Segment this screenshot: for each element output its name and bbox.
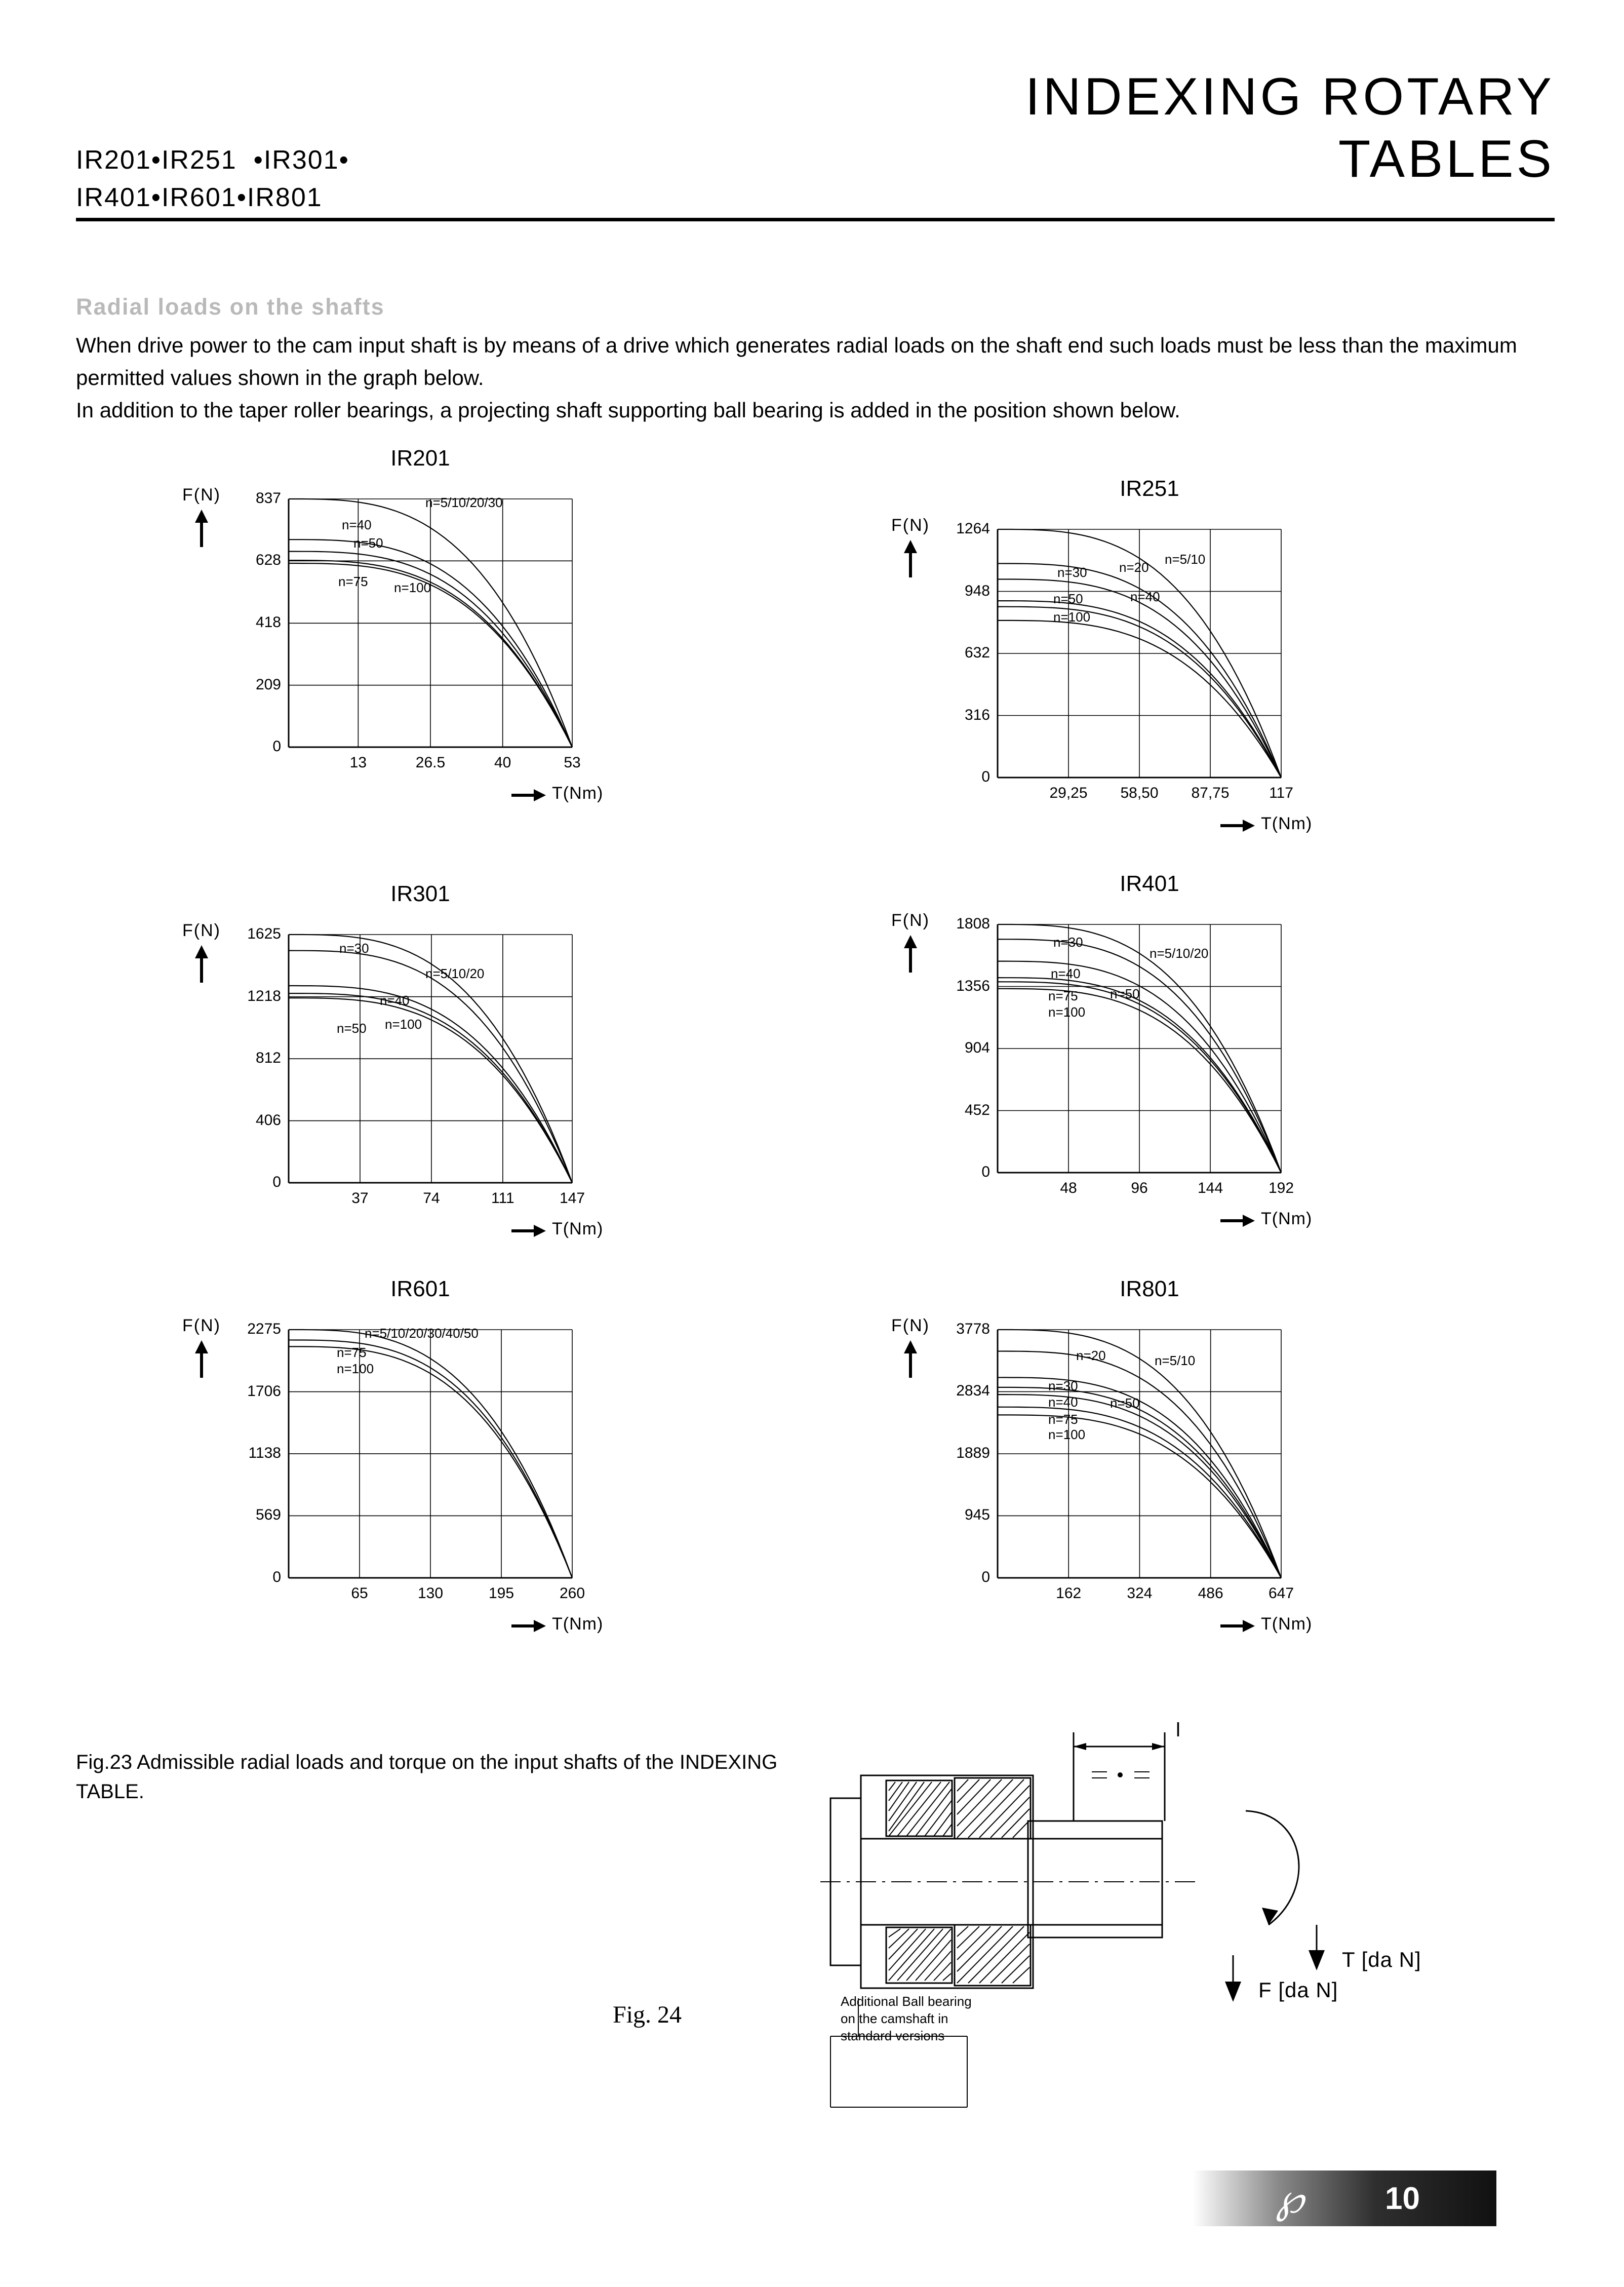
curve-label: n=40 (1048, 1394, 1078, 1410)
chart-svg (152, 1312, 871, 1677)
curve-label: n=20 (1076, 1348, 1106, 1363)
x-tick-label: 65 (351, 1585, 368, 1602)
y-tick-label: 904 (964, 1039, 990, 1056)
y-tick-label: 569 (255, 1506, 281, 1524)
company-logo-icon: ℘ (1276, 2177, 1297, 2222)
torque-load-label: T [da N] (1342, 1948, 1421, 1971)
y-axis-arrow-stem (909, 1351, 912, 1378)
y-tick-label: 1808 (956, 915, 990, 932)
y-axis-label: F(N) (891, 1316, 930, 1335)
x-axis-arrow-stem (511, 794, 535, 797)
curve-label: n=50 (353, 535, 383, 551)
y-tick-label: 948 (964, 582, 990, 599)
curve-label: n=30 (1048, 1378, 1078, 1393)
x-axis-arrow-icon (1243, 820, 1255, 832)
x-tick-label: 58,50 (1120, 785, 1159, 801)
curve-label: n=50 (1053, 591, 1083, 606)
curve-label: n=5/10/20/30 (425, 495, 503, 510)
curve-label: n=100 (394, 580, 431, 595)
chart-plot-area (861, 512, 1580, 876)
curve-label: n=40 (1051, 966, 1081, 981)
curve-label: n=30 (1057, 565, 1087, 580)
y-tick-label: 209 (255, 676, 281, 693)
curve-label: n=50 (1110, 1396, 1140, 1411)
curve-label: n=100 (337, 1361, 374, 1376)
y-tick-label: 0 (272, 1174, 281, 1190)
curve-label: n=75 (1048, 988, 1078, 1003)
curve-label: n=75 (337, 1345, 367, 1360)
chart-svg (152, 917, 871, 1282)
curve-label: n=100 (385, 1017, 422, 1032)
chart-svg (861, 907, 1580, 1271)
figure-23-caption: Fig.23 Admissible radial loads and torque on the input shafts of the INDEXING TABLE. (76, 1751, 778, 1803)
x-tick-label: 96 (1131, 1180, 1148, 1196)
curve-label: n=40 (342, 517, 372, 532)
title-line-2: TABLES (1338, 129, 1555, 188)
header-divider (76, 218, 1555, 221)
chart-svg (861, 1312, 1580, 1677)
y-axis-label: F(N) (182, 921, 221, 940)
chart-plot-area (861, 1312, 1580, 1677)
y-axis-label: F(N) (891, 516, 930, 535)
y-tick-label: 632 (964, 644, 990, 661)
x-tick-label: 87,75 (1191, 785, 1230, 801)
curve-label: n=100 (1053, 609, 1091, 625)
x-tick-label: 40 (494, 754, 511, 771)
x-tick-label: 147 (559, 1190, 585, 1207)
document-title (1025, 66, 1555, 190)
chart-svg (152, 481, 871, 846)
y-tick-label: 628 (255, 552, 281, 569)
page-number: 10 (1385, 2181, 1420, 2216)
x-axis-label: T(Nm) (1261, 814, 1313, 833)
chart-ir401 (861, 871, 1580, 1297)
y-axis-arrow-stem (200, 956, 203, 983)
curve-label: n=40 (1130, 589, 1160, 604)
curve-label: n=5/10/20 (1150, 946, 1209, 961)
curve-label: n=75 (338, 574, 368, 589)
chart-ir601 (152, 1276, 871, 1702)
curve-label: n=20 (1119, 560, 1149, 575)
title-line-1: INDEXING ROTARY (1025, 67, 1555, 126)
curve-label: n=5/10/20 (425, 966, 485, 981)
x-axis-arrow-stem (511, 1229, 535, 1232)
curve-label: n=5/10 (1155, 1353, 1196, 1368)
intro-paragraph-1: When drive power to the cam input shaft is by means of a drive which generates radial loads on the shaft end such loads must be less than the maximum permitted values shown in the graph below. (76, 333, 1517, 390)
x-axis-label: T(Nm) (1261, 1614, 1313, 1634)
section-heading: Radial loads on the shafts (76, 294, 385, 320)
figure-24-drawing (810, 1722, 1570, 2153)
ball-bearing-note: Additional Ball bearing on the camshaft in standard versions (841, 1994, 972, 2043)
y-axis-arrow-stem (200, 521, 203, 547)
y-tick-label: 1218 (247, 987, 281, 1004)
x-tick-label: 324 (1127, 1585, 1153, 1602)
x-axis-label: T(Nm) (552, 784, 604, 803)
y-axis-arrow-icon (904, 935, 917, 948)
x-tick-label: 29,25 (1049, 785, 1088, 801)
y-axis-arrow-icon (195, 1340, 208, 1353)
y-tick-label: 1138 (248, 1444, 281, 1461)
curve-label: n=30 (339, 941, 369, 956)
chart-svg (861, 512, 1580, 876)
y-tick-label: 0 (272, 1569, 281, 1585)
dimension-label-l: l (1176, 1722, 1180, 1741)
page-header (76, 66, 1555, 233)
y-tick-label: 0 (981, 1569, 990, 1585)
chart-ir801 (861, 1276, 1580, 1702)
chart-plot-area (152, 917, 871, 1282)
y-axis-label: F(N) (182, 1316, 221, 1335)
y-tick-label: 3778 (956, 1321, 990, 1337)
x-tick-label: 48 (1060, 1180, 1077, 1196)
y-axis-label: F(N) (891, 911, 930, 930)
curve-label: n=100 (1048, 1004, 1086, 1020)
shaft-assembly-diagram (810, 1722, 1570, 2153)
curve-label: n=50 (337, 1021, 367, 1036)
y-axis-arrow-icon (904, 1340, 917, 1353)
curve-label: n=5/10/20/30/40/50 (365, 1326, 479, 1341)
x-axis-arrow-stem (1220, 824, 1244, 827)
x-axis-arrow-stem (511, 1624, 535, 1627)
x-tick-label: 13 (349, 754, 367, 771)
y-axis-arrow-stem (200, 1351, 203, 1378)
x-axis-label: T(Nm) (552, 1614, 604, 1634)
x-tick-label: 192 (1268, 1180, 1294, 1196)
y-tick-label: 0 (981, 1164, 990, 1180)
x-tick-label: 117 (1269, 785, 1293, 801)
section-body (76, 329, 1524, 426)
x-axis-arrow-icon (1243, 1215, 1255, 1227)
footer-bar (1193, 2170, 1496, 2226)
x-tick-label: 111 (491, 1190, 514, 1207)
y-tick-label: 0 (981, 768, 990, 785)
curve-label: n=50 (1110, 986, 1140, 1001)
y-axis-arrow-stem (909, 551, 912, 577)
y-tick-label: 1889 (956, 1445, 990, 1461)
intro-paragraph-2: In addition to the taper roller bearings, a projecting shaft supporting ball bearing is added in the position shown below. (76, 398, 1180, 422)
y-axis-arrow-icon (904, 540, 917, 553)
figure-24-label: Fig. 24 (613, 2001, 682, 2028)
x-axis-arrow-icon (1243, 1620, 1255, 1632)
x-axis-arrow-stem (1220, 1219, 1244, 1222)
y-tick-label: 1264 (956, 520, 990, 537)
y-tick-label: 452 (964, 1101, 990, 1118)
y-tick-label: 945 (964, 1506, 990, 1524)
x-tick-label: 195 (488, 1585, 514, 1602)
chart-title: IR401 (1120, 871, 1179, 896)
y-tick-label: 812 (255, 1050, 281, 1067)
y-tick-label: 1706 (247, 1382, 281, 1400)
x-axis-arrow-icon (534, 789, 546, 801)
y-tick-label: 406 (255, 1111, 281, 1129)
x-axis-arrow-stem (1220, 1624, 1244, 1627)
x-tick-label: 130 (417, 1585, 444, 1602)
curve-label: n=40 (380, 993, 410, 1008)
y-axis-arrow-stem (909, 946, 912, 973)
y-tick-label: 1356 (956, 977, 990, 994)
force-load-label: F [da N] (1258, 1978, 1338, 2002)
curve-label: n=75 (1048, 1412, 1078, 1427)
x-tick-label: 37 (351, 1190, 369, 1207)
model-line-1: IR201•IR251 •IR301• (76, 145, 349, 175)
x-tick-label: 74 (423, 1190, 440, 1207)
x-tick-label: 647 (1268, 1585, 1294, 1602)
y-axis-arrow-icon (195, 945, 208, 958)
chart-title: IR801 (1120, 1276, 1179, 1301)
chart-plot-area (861, 907, 1580, 1271)
chart-ir301 (152, 881, 871, 1307)
chart-title: IR251 (1120, 476, 1179, 501)
y-tick-label: 1625 (247, 925, 281, 942)
chart-plot-area (152, 481, 871, 846)
y-tick-label: 2834 (956, 1382, 990, 1400)
chart-ir251 (861, 476, 1580, 902)
x-tick-label: 486 (1198, 1585, 1223, 1602)
curve-label: n=100 (1048, 1427, 1086, 1442)
y-tick-label: 418 (255, 614, 281, 631)
x-axis-label: T(Nm) (552, 1219, 604, 1238)
model-line-2: IR401•IR601•IR801 (76, 182, 323, 212)
y-tick-label: 0 (272, 738, 281, 755)
x-tick-label: 162 (1056, 1585, 1082, 1602)
curve-label: n=30 (1053, 935, 1083, 950)
x-tick-label: 26.5 (415, 754, 446, 771)
y-axis-label: F(N) (182, 485, 221, 505)
curve-label: n=5/10 (1165, 552, 1206, 567)
model-list (76, 142, 349, 217)
x-tick-label: 260 (559, 1585, 585, 1602)
x-axis-arrow-icon (534, 1620, 546, 1632)
chart-ir201 (152, 446, 871, 871)
y-tick-label: 316 (964, 706, 990, 723)
x-tick-label: 144 (1197, 1180, 1223, 1196)
y-axis-arrow-icon (195, 510, 208, 523)
chart-title: IR601 (390, 1276, 450, 1301)
x-axis-arrow-icon (534, 1225, 546, 1237)
chart-title: IR201 (390, 446, 450, 471)
y-tick-label: 837 (255, 490, 281, 507)
chart-title: IR301 (390, 881, 450, 906)
x-axis-label: T(Nm) (1261, 1209, 1313, 1228)
x-tick-label: 53 (564, 754, 581, 771)
y-tick-label: 2275 (247, 1321, 281, 1337)
chart-plot-area (152, 1312, 871, 1677)
